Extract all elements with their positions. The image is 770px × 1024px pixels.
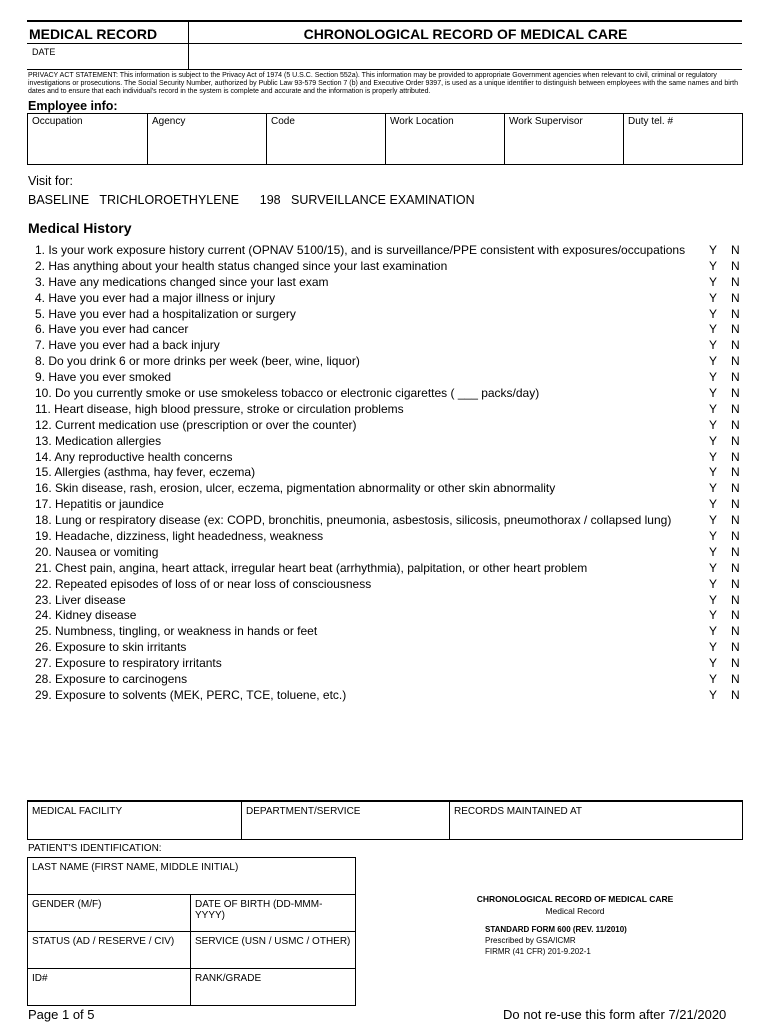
answer-yes-option[interactable]: Y (709, 465, 718, 480)
question-row (35, 688, 745, 704)
id-label: ID# (32, 973, 48, 984)
answer-yes-option[interactable]: Y (709, 401, 718, 416)
question-row (35, 465, 745, 481)
question-text: 9. Have you ever smoked (35, 370, 172, 385)
question-row (35, 561, 745, 577)
rank-label: RANK/GRADE (195, 973, 262, 984)
question-row (35, 434, 745, 450)
last-name-label: LAST NAME (FIRST NAME, MIDDLE INITIAL) (32, 862, 239, 873)
answer-yes-option[interactable]: Y (709, 258, 718, 273)
question-text: 15. Allergies (asthma, hay fever, eczema) (35, 465, 256, 480)
dob-field[interactable] (191, 895, 356, 932)
question-text: 28. Exposure to carcinogens (35, 672, 188, 687)
duty-tel-field[interactable] (624, 114, 743, 165)
answer-no-option[interactable]: N (731, 608, 740, 623)
records-maintained-label: RECORDS MAINTAINED AT (454, 806, 582, 817)
answer-yes-option[interactable]: Y (709, 513, 718, 528)
duty-tel-label: Duty tel. # (628, 116, 674, 127)
question-row (35, 608, 745, 624)
question-text: 13. Medication allergies (35, 433, 162, 448)
agency-field[interactable] (148, 114, 267, 165)
question-text: 29. Exposure to solvents (MEK, PERC, TCE, toluene, etc.) (35, 687, 347, 702)
form-header-title: CHRONOLOGICAL RECORD OF MEDICAL CARE (189, 20, 742, 44)
patient-id-label: PATIENT'S IDENTIFICATION: (28, 843, 162, 854)
answer-yes-option[interactable]: Y (709, 290, 718, 305)
question-text: 3. Have any medications changed since your last exam (35, 274, 329, 289)
answer-no-option[interactable]: N (731, 481, 740, 496)
medical-history-questions (35, 243, 745, 704)
answer-yes-option[interactable]: Y (709, 274, 718, 289)
answer-yes-option[interactable]: Y (709, 687, 718, 702)
answer-yes-option[interactable]: Y (709, 529, 718, 544)
occupation-label: Occupation (32, 116, 83, 127)
question-text: 2. Has anything about your health status changed since your last examination (35, 258, 448, 273)
date-field[interactable] (27, 44, 189, 70)
answer-no-option[interactable]: N (731, 338, 740, 353)
answer-no-option[interactable]: N (731, 576, 740, 591)
question-text: 7. Have you ever had a back injury (35, 338, 220, 353)
rank-field[interactable] (191, 969, 356, 1006)
question-text: 5. Have you ever had a hospitalization or surgery (35, 306, 296, 321)
question-row (35, 386, 745, 402)
answer-yes-option[interactable]: Y (709, 417, 718, 432)
question-text: 23. Liver disease (35, 592, 126, 607)
answer-no-option[interactable]: N (731, 656, 740, 671)
standard-form-subtitle: Medical Record (545, 906, 605, 916)
question-row (35, 593, 745, 609)
question-row (35, 418, 745, 434)
answer-yes-option[interactable]: Y (709, 338, 718, 353)
question-row (35, 624, 745, 640)
standard-form-number: STANDARD FORM 600 (REV. 11/2010) (485, 925, 627, 934)
question-row (35, 545, 745, 561)
last-name-field[interactable] (28, 858, 356, 895)
question-row (35, 529, 745, 545)
question-row (35, 354, 745, 370)
answer-yes-option[interactable]: Y (709, 608, 718, 623)
standard-form-prescribed: Prescribed by GSA/ICMR (485, 936, 576, 945)
question-row (35, 497, 745, 513)
question-text: 8. Do you drink 6 or more drinks per week (beer, wine, liquor) (35, 354, 360, 369)
answer-no-option[interactable]: N (731, 322, 740, 337)
answer-yes-option[interactable]: Y (709, 640, 718, 655)
answer-no-option[interactable]: N (731, 465, 740, 480)
employee-info-table (27, 113, 743, 165)
work-supervisor-label: Work Supervisor (509, 116, 583, 127)
department-field[interactable] (242, 801, 450, 840)
question-text: 27. Exposure to respiratory irritants (35, 656, 222, 671)
answer-no-option[interactable]: N (731, 401, 740, 416)
answer-yes-option[interactable]: Y (709, 672, 718, 687)
answer-yes-option[interactable]: Y (709, 322, 718, 337)
answer-yes-option[interactable]: Y (709, 576, 718, 591)
patient-id-table (27, 857, 356, 1006)
records-maintained-field[interactable] (450, 801, 743, 840)
question-row (35, 322, 745, 338)
question-text: 19. Headache, dizziness, light headedness, weakness (35, 529, 324, 544)
answer-no-option[interactable]: N (731, 433, 740, 448)
work-supervisor-field[interactable] (505, 114, 624, 165)
question-text: 18. Lung or respiratory disease (ex: COPD, bronchitis, pneumonia, asbestosis, silicosis, pneumothorax / collapsed lung) (35, 513, 672, 528)
question-text: 22. Repeated episodes of loss of or near loss of consciousness (35, 576, 372, 591)
answer-no-option[interactable]: N (731, 258, 740, 273)
answer-no-option[interactable]: N (731, 243, 740, 257)
answer-yes-option[interactable]: Y (709, 449, 718, 464)
standard-form-title: CHRONOLOGICAL RECORD OF MEDICAL CARE (476, 894, 674, 904)
question-row (35, 243, 745, 259)
answer-no-option[interactable]: N (731, 306, 740, 321)
question-text: 21. Chest pain, angina, heart attack, irregular heart beat (arrhythmia), palpitation, or other heart problem (35, 560, 588, 575)
answer-no-option[interactable]: N (731, 624, 740, 639)
answer-yes-option[interactable]: Y (709, 656, 718, 671)
department-label: DEPARTMENT/SERVICE (246, 806, 361, 817)
question-text: 24. Kidney disease (35, 608, 137, 623)
answer-no-option[interactable]: N (731, 529, 740, 544)
gender-label: GENDER (M/F) (32, 899, 102, 910)
question-row (35, 259, 745, 275)
question-row (35, 513, 745, 529)
service-field[interactable] (191, 932, 356, 969)
question-row (35, 402, 745, 418)
answer-no-option[interactable]: N (731, 592, 740, 607)
question-row (35, 338, 745, 354)
medical-facility-field[interactable] (28, 801, 242, 840)
answer-no-option[interactable]: N (731, 560, 740, 575)
answer-no-option[interactable]: N (731, 386, 740, 401)
question-row (35, 275, 745, 291)
answer-no-option[interactable]: N (731, 417, 740, 432)
answer-yes-option[interactable]: Y (709, 560, 718, 575)
question-row (35, 307, 745, 323)
answer-yes-option[interactable]: Y (709, 544, 718, 559)
status-label: STATUS (AD / RESERVE / CIV) (32, 936, 175, 947)
code-label: Code (271, 116, 295, 127)
gender-field[interactable] (28, 895, 191, 932)
question-row (35, 656, 745, 672)
question-text: 17. Hepatitis or jaundice (35, 497, 164, 512)
code-field[interactable] (267, 114, 386, 165)
work-location-field[interactable] (386, 114, 505, 165)
answer-yes-option[interactable]: Y (709, 481, 718, 496)
answer-no-option[interactable]: N (731, 672, 740, 687)
visit-for-label: Visit for: (28, 174, 73, 188)
employee-info-title: Employee info: (28, 99, 118, 113)
question-row (35, 640, 745, 656)
privacy-statement: PRIVACY ACT STATEMENT: This information is subject to the Privacy Act of 1974 (5 U.S.C. Section 552a). This information may be provided to appropriate Government agencies when relevant to civil, criminal or regulatory investigations or prosecutions. The Social Security Number, authorized by Public Law 93-579 Section 7 (b) and Executive Order 9397, is used as a unique identifier to distinguish between employees with the same names and birth dates and to ensure that each individual's record in the system is complete and accurate and the information is properly attributed. (28, 72, 738, 95)
question-row (35, 291, 745, 307)
reuse-notice: Do not re-use this form after 7/21/2020 (503, 1007, 727, 1022)
service-label: SERVICE (USN / USMC / OTHER) (195, 936, 351, 947)
status-field[interactable] (28, 932, 191, 969)
answer-yes-option[interactable]: Y (709, 592, 718, 607)
form-header-medical-record: MEDICAL RECORD (27, 20, 189, 44)
question-row (35, 577, 745, 593)
visit-description: BASELINE TRICHLOROETHYLENE 198 SURVEILLANCE EXAMINATION (28, 193, 475, 207)
answer-no-option[interactable]: N (731, 449, 740, 464)
answer-yes-option[interactable]: Y (709, 497, 718, 512)
question-text: 6. Have you ever had cancer (35, 322, 189, 337)
facility-table (27, 800, 743, 840)
answer-no-option[interactable]: N (731, 290, 740, 305)
answer-yes-option[interactable]: Y (709, 243, 718, 257)
question-text: 16. Skin disease, rash, erosion, ulcer, eczema, pigmentation abnormality or other skin abnormality (35, 481, 556, 496)
date-label: DATE (32, 47, 56, 57)
answer-yes-option[interactable]: Y (709, 306, 718, 321)
dob-label: DATE OF BIRTH (DD-MMM-YYYY) (195, 899, 323, 921)
medical-facility-label: MEDICAL FACILITY (32, 806, 123, 817)
answer-no-option[interactable]: N (731, 370, 740, 385)
answer-no-option[interactable]: N (731, 274, 740, 289)
answer-no-option[interactable]: N (731, 640, 740, 655)
answer-no-option[interactable]: N (731, 513, 740, 528)
question-row (35, 672, 745, 688)
question-row (35, 481, 745, 497)
answer-yes-option[interactable]: Y (709, 370, 718, 385)
question-row (35, 450, 745, 466)
answer-yes-option[interactable]: Y (709, 386, 718, 401)
agency-label: Agency (152, 116, 186, 127)
question-text: 1. Is your work exposure history current (OPNAV 5100/15), and is surveillance/PPE consistent with exposures/occupations (35, 243, 686, 257)
id-field[interactable] (28, 969, 191, 1006)
answer-no-option[interactable]: N (731, 497, 740, 512)
question-text: 4. Have you ever had a major illness or injury (35, 290, 276, 305)
question-text: 20. Nausea or vomiting (35, 544, 159, 559)
answer-no-option[interactable]: N (731, 354, 740, 369)
question-text: 11. Heart disease, high blood pressure, stroke or circulation problems (35, 401, 404, 416)
answer-no-option[interactable]: N (731, 687, 740, 702)
medical-history-title: Medical History (28, 220, 132, 236)
answer-yes-option[interactable]: Y (709, 354, 718, 369)
page-number: Page 1 of 5 (28, 1007, 95, 1022)
occupation-field[interactable] (28, 114, 148, 165)
answer-no-option[interactable]: N (731, 544, 740, 559)
question-text: 14. Any reproductive health concerns (35, 449, 233, 464)
question-text: 12. Current medication use (prescription or over the counter) (35, 417, 357, 432)
answer-yes-option[interactable]: Y (709, 624, 718, 639)
question-text: 26. Exposure to skin irritants (35, 640, 187, 655)
question-row (35, 370, 745, 386)
question-text: 10. Do you currently smoke or use smokeless tobacco or electronic cigarettes ( ___ packs/day) (35, 386, 540, 401)
answer-yes-option[interactable]: Y (709, 433, 718, 448)
header-divider (189, 69, 742, 70)
standard-form-firmr: FIRMR (41 CFR) 201-9.202-1 (485, 947, 591, 956)
question-text: 25. Numbness, tingling, or weakness in hands or feet (35, 624, 318, 639)
work-location-label: Work Location (390, 116, 454, 127)
